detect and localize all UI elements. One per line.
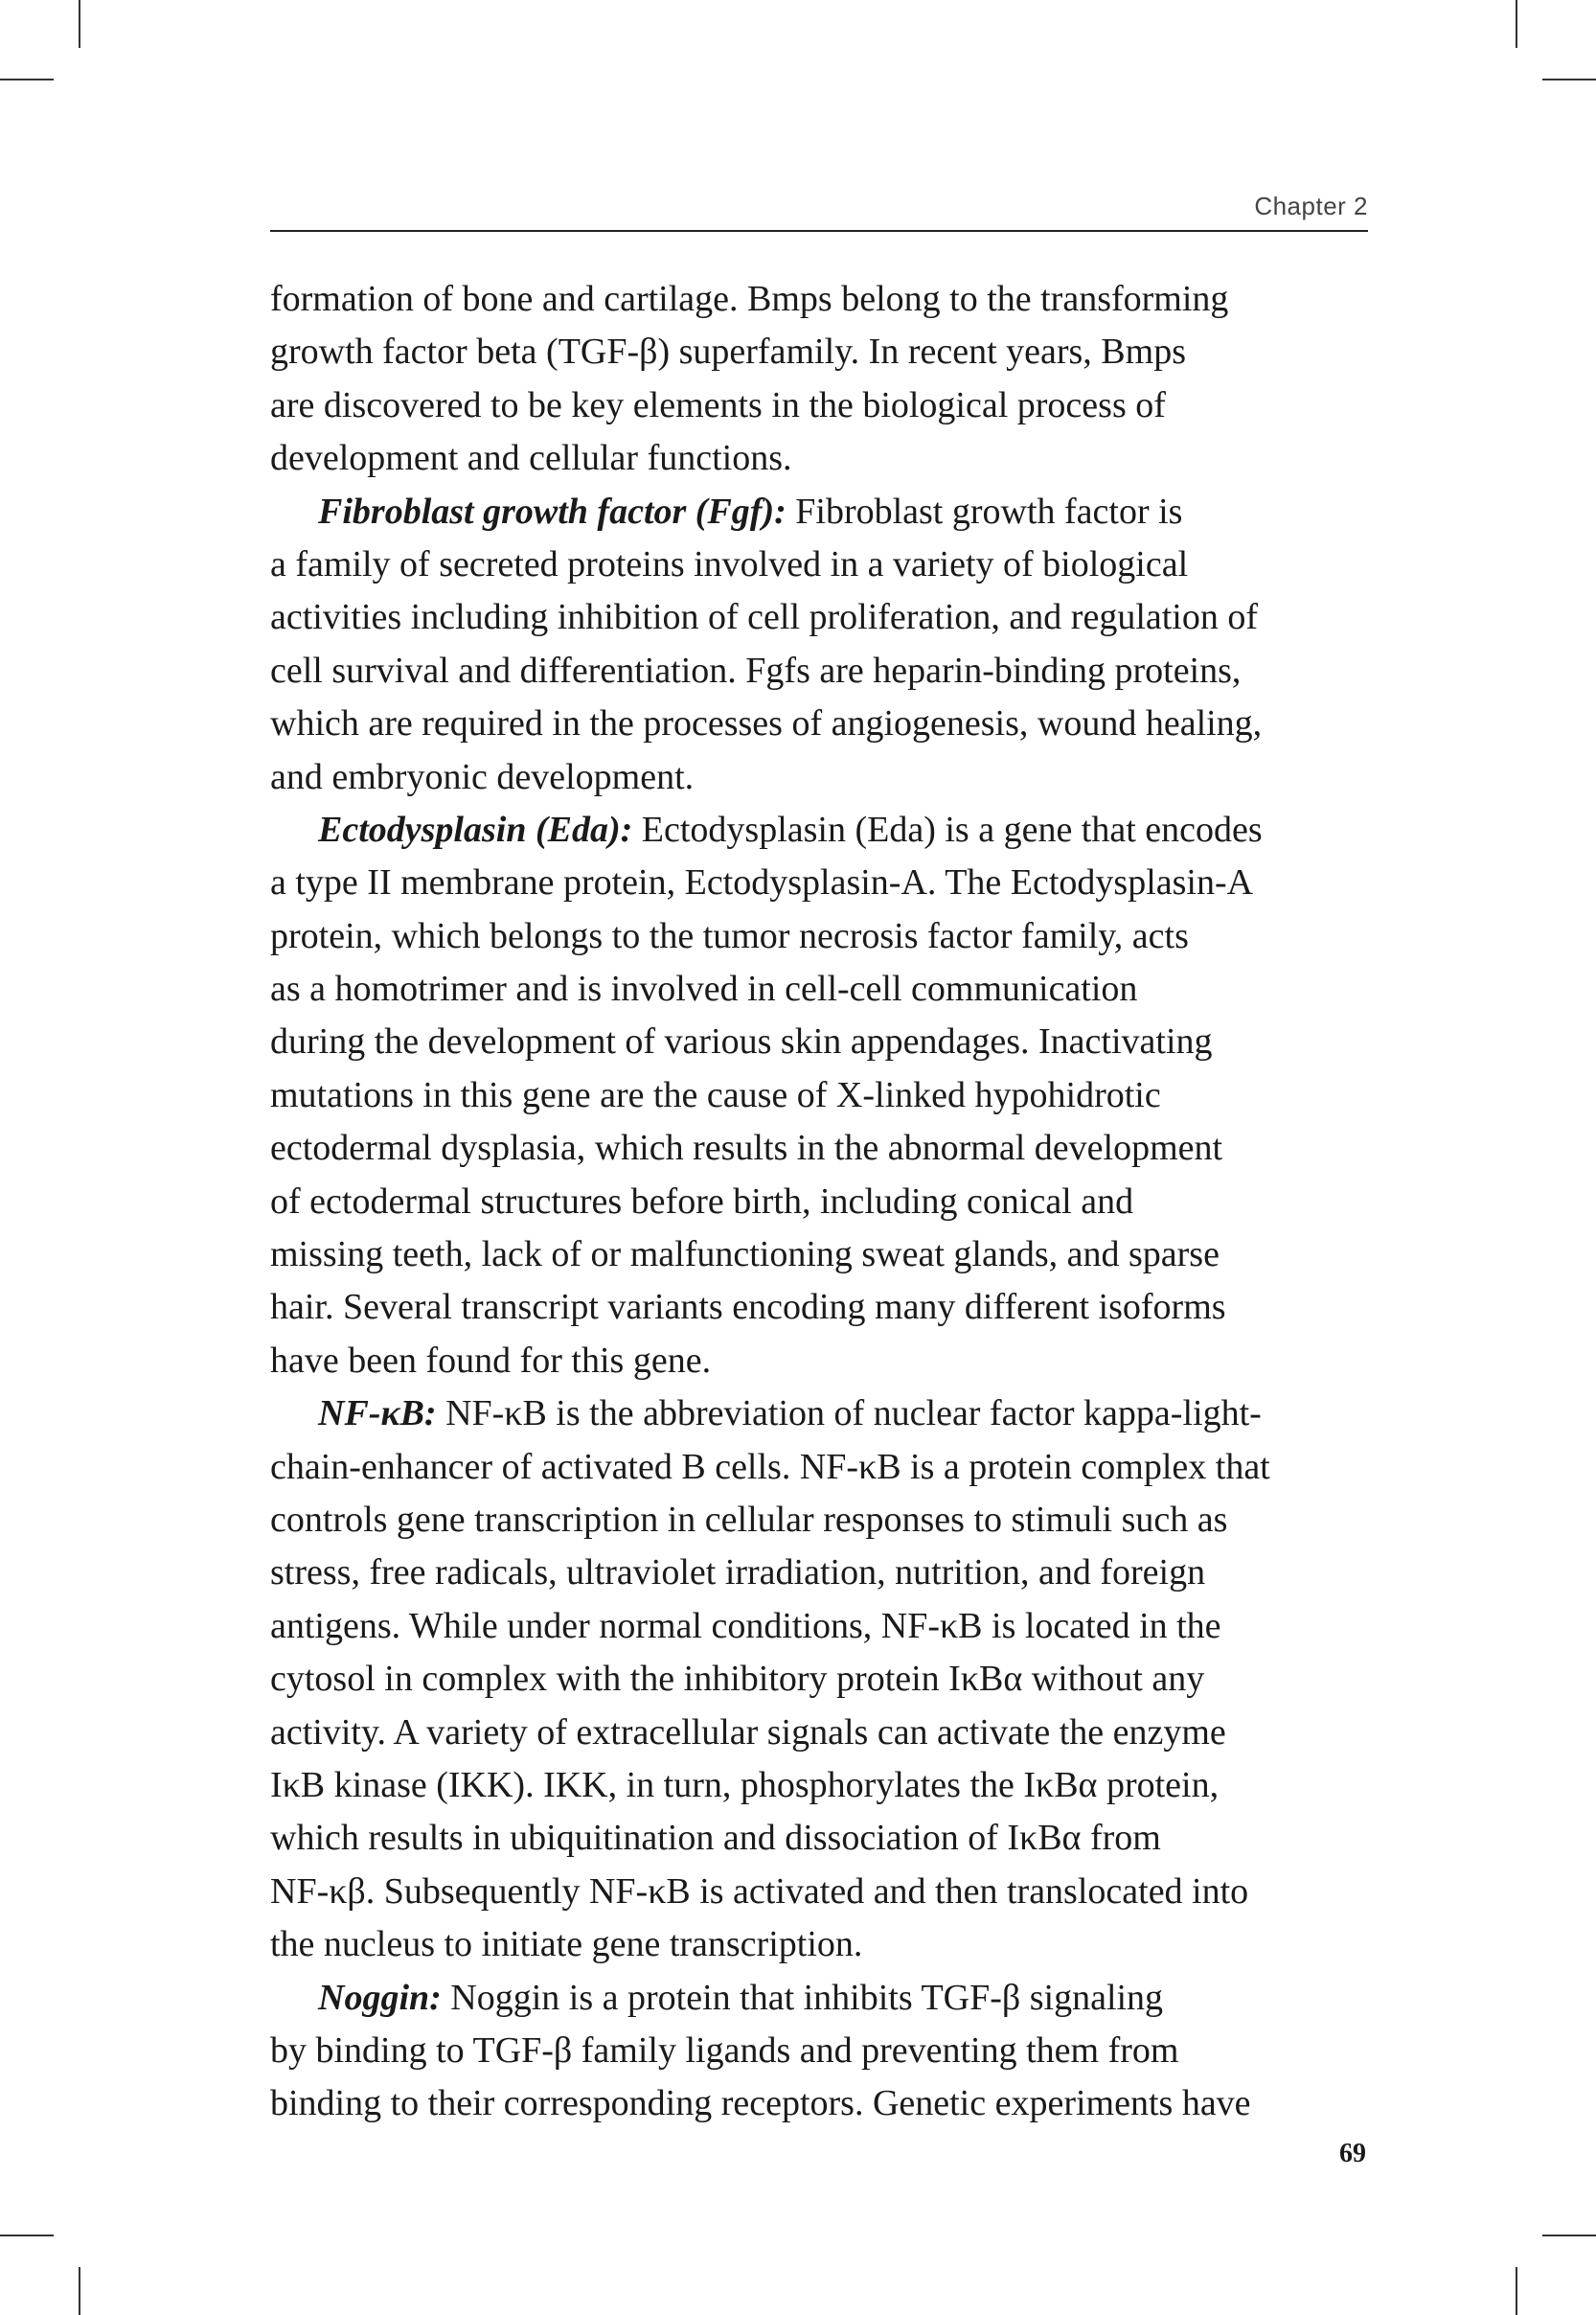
text-line: a type II membrane protein, Ectodysplasin-A. The Ectodysplasin-A	[270, 862, 1254, 904]
term-nfkb: NF-κB:	[318, 1393, 437, 1434]
text-line: mutations in this gene are the cause of X-linked hypohidrotic	[270, 1074, 1161, 1115]
text-line: ectodermal dysplasia, which results in the abnormal development	[270, 1128, 1223, 1169]
crop-mark-top-right-vertical	[1516, 0, 1517, 48]
text-line: activity. A variety of extracellular signals can activate the enzyme	[270, 1711, 1226, 1753]
text-line: stress, free radicals, ultraviolet irradiation, nutrition, and foreign	[270, 1552, 1206, 1593]
term-fgf: Fibroblast growth factor (Fgf):	[318, 491, 787, 532]
text-line: formation of bone and cartilage. Bmps belong to the transforming	[270, 279, 1229, 319]
text-line: a family of secreted proteins involved in a variety of biological	[270, 543, 1189, 584]
text-line: of ectodermal structures before birth, including conical and	[270, 1180, 1134, 1222]
text-line: cytosol in complex with the inhibitory protein IκBα without any	[270, 1659, 1205, 1700]
chapter-label: Chapter 2	[1254, 192, 1368, 220]
text-line	[270, 804, 1381, 857]
text-line	[270, 486, 1381, 539]
crop-mark-bottom-right-horizontal	[1542, 2235, 1596, 2236]
text-line: protein, which belongs to the tumor necrosis factor family, acts	[270, 915, 1189, 956]
paragraph-fgf	[270, 486, 1381, 804]
term-noggin-rest: Noggin is a protein that inhibits TGF-β signaling	[441, 1977, 1164, 2018]
text-line: growth factor beta (TGF-β) superfamily. In recent years, Bmps	[270, 332, 1186, 373]
text-line: by binding to TGF-β family ligands and preventing them from	[270, 2029, 1179, 2071]
text-line: development and cellular functions.	[270, 438, 792, 479]
text-line: missing teeth, lack of or malfunctioning sweat glands, and sparse	[270, 1234, 1220, 1275]
term-noggin: Noggin:	[318, 1977, 442, 2018]
text-line: binding to their corresponding receptors. Genetic experiments have	[270, 2083, 1251, 2124]
paragraph-nfkb	[270, 1387, 1381, 1971]
text-line: hair. Several transcript variants encoding many different isoforms	[270, 1287, 1226, 1328]
crop-mark-top-left-horizontal	[0, 79, 54, 80]
crop-mark-top-right-horizontal	[1542, 79, 1596, 80]
text-line: activities including inhibition of cell proliferation, and regulation of	[270, 597, 1259, 638]
text-line	[270, 1387, 1381, 1440]
text-line: cell survival and differentiation. Fgfs are heparin-binding proteins,	[270, 650, 1242, 691]
crop-mark-bottom-left-horizontal	[0, 2235, 54, 2236]
text-line: and embryonic development.	[270, 756, 695, 797]
text-line: antigens. While under normal conditions, NF-κB is located in the	[270, 1605, 1221, 1646]
text-line: have been found for this gene.	[270, 1340, 712, 1381]
body-text	[270, 273, 1381, 2131]
text-line: which results in ubiquitination and dissociation of IκBα from	[270, 1818, 1161, 1859]
text-line: the nucleus to initiate gene transcription.	[270, 1924, 863, 1965]
term-eda: Ectodysplasin (Eda):	[318, 809, 633, 850]
text-line: IκB kinase (IKK). IKK, in turn, phosphorylates the IκBα protein,	[270, 1764, 1220, 1805]
crop-mark-bottom-right-vertical	[1516, 2267, 1517, 2315]
term-fgf-rest: Fibroblast growth factor is	[786, 491, 1183, 532]
paragraph-bmp-continued	[270, 273, 1381, 486]
crop-mark-bottom-left-vertical	[79, 2267, 80, 2315]
paragraph-noggin	[270, 1972, 1381, 2131]
running-header	[270, 186, 1368, 232]
text-line: controls gene transcription in cellular responses to stimuli such as	[270, 1499, 1228, 1540]
text-line	[270, 1972, 1381, 2025]
term-eda-rest: Ectodysplasin (Eda) is a gene that encodes	[632, 809, 1263, 850]
text-line: NF-κβ. Subsequently NF-κB is activated and then translocated into	[270, 1870, 1249, 1912]
text-line: which are required in the processes of angiogenesis, wound healing,	[270, 703, 1263, 745]
crop-mark-top-left-vertical	[79, 0, 80, 48]
text-line: during the development of various skin appendages. Inactivating	[270, 1021, 1213, 1063]
text-line: chain-enhancer of activated B cells. NF-κB is a protein complex that	[270, 1446, 1270, 1487]
paragraph-eda	[270, 804, 1381, 1387]
term-nfkb-rest: NF-κB is the abbreviation of nuclear factor kappa-light-	[436, 1393, 1262, 1434]
text-line: as a homotrimer and is involved in cell-cell communication	[270, 969, 1138, 1010]
page-number: 69	[1339, 2139, 1366, 2168]
text-line: are discovered to be key elements in the biological process of	[270, 384, 1166, 425]
